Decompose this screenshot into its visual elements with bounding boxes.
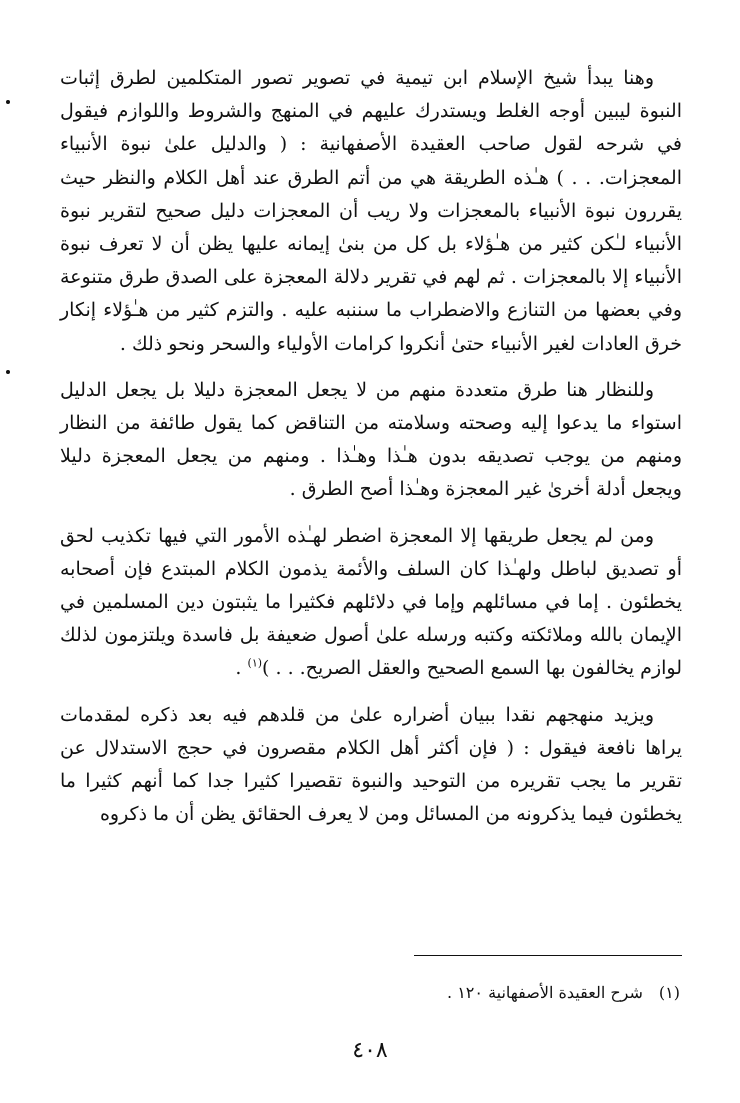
paragraph-2-text: وللنظار هنا طرق متعددة منهم من لا يجعل المعجزة دليلا بل يجعل الدليل استواء ما يدعوا إليه وصحته وسلامته من التناقض كما يقول طائفة من النظار ومنهم من يوجب تصديقه بدون هـٰذا وهـٰذا . ومنهم من يجعل المعجزة دليلا ويجعل أدلة أخرىٰ غير المعجزة وهـٰذا أصح الطرق .: [60, 378, 682, 501]
page-number: ٤٠٨: [352, 1038, 388, 1063]
paragraph-4-text: ويزيد منهجهم نقدا ببيان أضراره علىٰ من قلدهم فيه بعد ذكره لمقدمات يراها نافعة فيقول : ( فإن أكثر أهل الكلام مقصرون في حجج الاستدلال عن تقرير ما يجب تقريره من التوحيد والنبوة تقصيرا كثيرا جدا كما أنهم كثيرا ما يخطئون فيما يذكرونه من المسائل ومن لا يعرف الحقائق يظن أن ما ذكروه: [60, 703, 682, 826]
body-text: [60, 62, 682, 844]
footnote-text: شرح العقيدة الأصفهانية ١٢٠ .: [447, 983, 643, 1002]
footnote-separator: [414, 955, 682, 956]
paragraph-3-text: ومن لم يجعل طريقها إلا المعجزة اضطر لهـٰذه الأمور التي فيها تكذيب لحق أو تصديق لباطل ولهـٰذا كان السلف والأئمة يذمون الكلام المبتدع فإن أصحابه يخطئون . إما في مسائلهم وإما في دلائلهم فكثيرا ما يثبتون دين المسلمين في الإيمان بالله وملائكته وكتبه ورسله علىٰ أصول ضعيفة بل فاسدة ويلتزمون لذلك لوازم يخالفون بها السمع الصحيح والعقل الصريح. . . ): [60, 524, 682, 680]
paragraph-2: [60, 374, 682, 507]
footnote-number: (١): [658, 983, 680, 1002]
footnote-reference[interactable]: (١): [247, 657, 263, 671]
footnote: [60, 982, 680, 1004]
paragraph-4: [60, 699, 682, 832]
paragraph-3: [60, 520, 682, 686]
paragraph-1-text: وهنا يبدأ شيخ الإسلام ابن تيمية في تصوير تصور المتكلمين لطرق إثبات النبوة ليبين أوجه الغلط ويستدرك عليهم في المنهج والشروط واللوازم فيقول في شرحه لقول صاحب العقيدة الأصفهانية : ( والدليل علىٰ نبوة الأنبياء المعجزات. . . ) هـٰذه الطريقة هي من أتم الطرق عند أهل الكلام والنظر حيث يقررون نبوة الأنبياء بالمعجزات ولا ريب أن المعجزات دليل صحيح لتقرير نبوة الأنبياء لـٰكن كثير من هـٰؤلاء بل كل من بنىٰ إيمانه عليها يظن أن لا تعرف نبوة الأنبياء إلا بالمعجزات . ثم لهم في تقرير دلالة المعجزة على الصدق طرق متنوعة وفي بعضها من التنازع والاضطراب ما سننبه عليه . والتزم كثير من هـٰؤلاء إنكار خرق العادات لغير الأنبياء حتىٰ أنكروا كرامات الأولياء والسحر ونحو ذلك .: [60, 67, 682, 355]
paragraph-3-tail: .: [235, 657, 248, 680]
margin-mark-middle: [6, 370, 10, 374]
margin-mark-top: [6, 100, 10, 104]
paragraph-1: [60, 62, 682, 361]
